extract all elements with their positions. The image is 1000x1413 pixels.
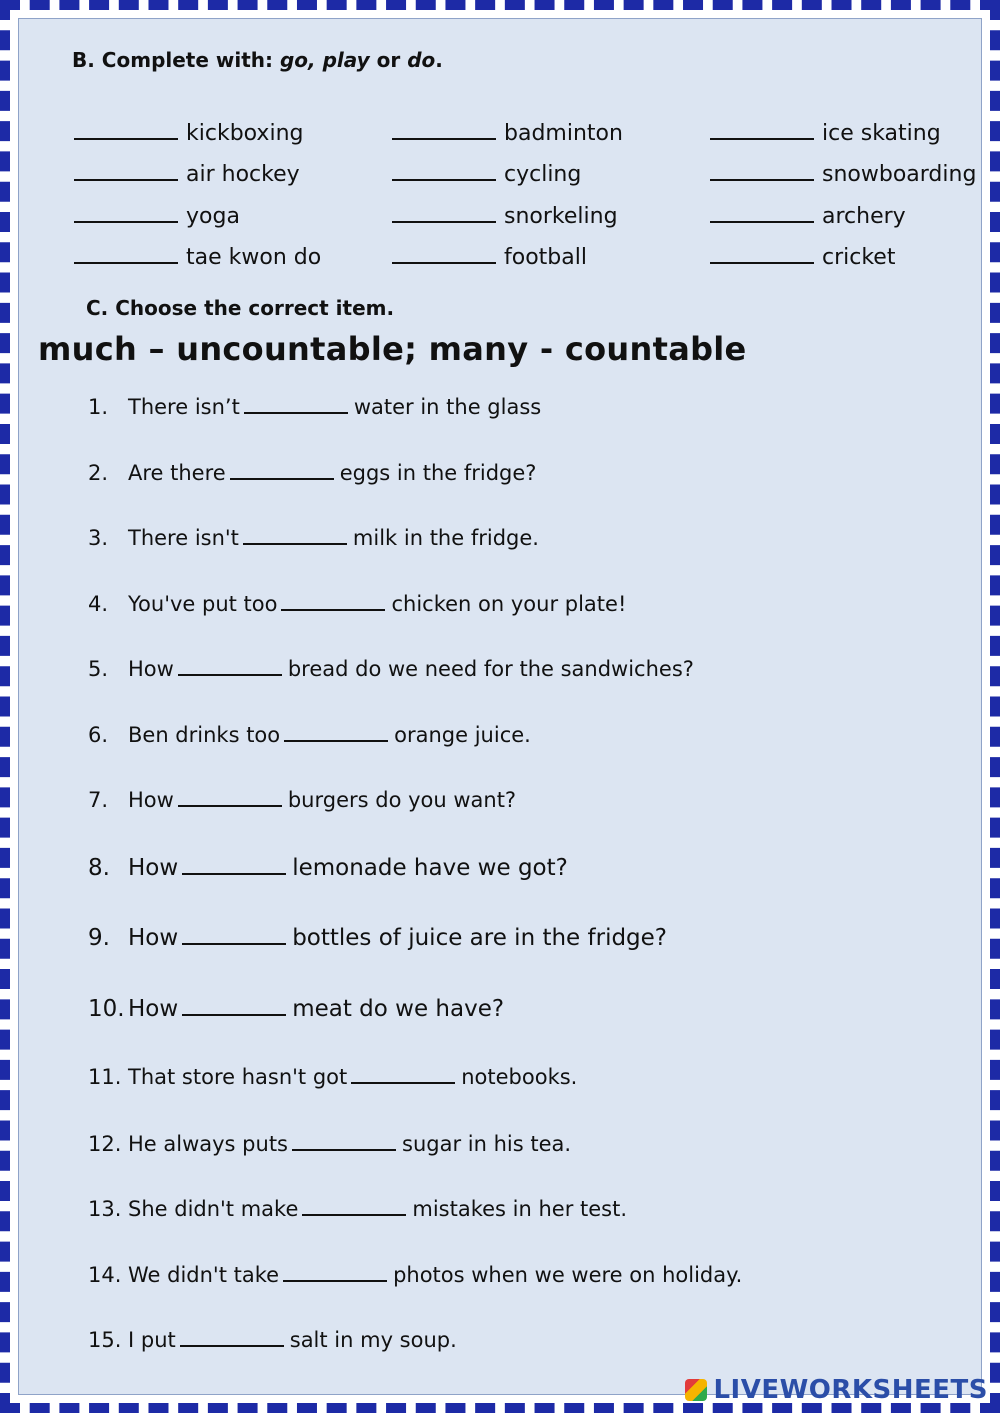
question-text-after: lemonade have we got? — [292, 855, 568, 881]
activity-label: ice skating — [822, 121, 941, 146]
question-text-before: We didn't take — [128, 1263, 280, 1287]
question-number: 1. — [88, 395, 109, 419]
answer-blank[interactable] — [710, 203, 814, 223]
question-number: 11. — [88, 1065, 122, 1089]
question-row — [88, 1262, 742, 1287]
question-row — [88, 925, 667, 951]
question-number: 12. — [88, 1132, 122, 1156]
question-text-before: You've put too — [128, 592, 278, 616]
question-number: 13. — [88, 1197, 122, 1221]
activity-label: archery — [822, 204, 906, 229]
question-number: 15. — [88, 1328, 122, 1352]
question-row — [88, 525, 539, 550]
activity-item — [74, 244, 321, 270]
answer-blank[interactable] — [284, 722, 388, 742]
question-text-before: He always puts — [128, 1132, 288, 1156]
activity-item — [74, 120, 303, 146]
question-text-before: How — [128, 788, 174, 812]
answer-blank[interactable] — [182, 996, 286, 1016]
question-text-before: How — [128, 855, 179, 881]
activity-label: air hockey — [186, 162, 300, 187]
answer-blank[interactable] — [392, 203, 496, 223]
activity-label: kickboxing — [186, 121, 304, 146]
answer-blank[interactable] — [351, 1064, 455, 1084]
answer-blank[interactable] — [74, 120, 178, 140]
question-text-after: eggs in the fridge? — [339, 461, 537, 485]
question-row — [88, 855, 568, 881]
question-text-after: photos when we were on holiday. — [393, 1263, 743, 1287]
activity-item — [710, 161, 976, 187]
activity-item — [392, 203, 618, 229]
question-text-after: salt in my soup. — [289, 1328, 457, 1352]
question-text-after: meat do we have? — [292, 996, 505, 1022]
question-row — [88, 460, 536, 485]
section-b-title: B. Complete with: go, play or do. — [72, 48, 443, 72]
activity-item — [74, 161, 300, 187]
activity-label: tae kwon do — [186, 245, 322, 270]
activity-item — [710, 203, 906, 229]
activity-label: cycling — [504, 162, 582, 187]
activity-label: yoga — [186, 204, 240, 229]
activity-label: football — [504, 245, 587, 270]
question-row — [88, 656, 694, 681]
question-text-after: chicken on your plate! — [391, 592, 627, 616]
question-text-after: bottles of juice are in the fridge? — [292, 925, 668, 951]
activity-label: snowboarding — [822, 162, 977, 187]
answer-blank[interactable] — [180, 1327, 284, 1347]
question-row — [88, 1064, 577, 1089]
answer-blank[interactable] — [302, 1196, 406, 1216]
answer-blank[interactable] — [281, 591, 385, 611]
question-number: 10. — [88, 996, 125, 1022]
answer-blank[interactable] — [74, 161, 178, 181]
question-row — [88, 1196, 627, 1221]
question-number: 5. — [88, 657, 109, 681]
question-text-after: mistakes in her test. — [412, 1197, 628, 1221]
liveworksheets-logo-icon — [685, 1379, 707, 1401]
question-number: 2. — [88, 461, 109, 485]
activity-item — [392, 244, 587, 270]
answer-blank[interactable] — [283, 1262, 387, 1282]
answer-blank[interactable] — [392, 244, 496, 264]
question-text-before: There isn't — [128, 526, 239, 550]
answer-blank[interactable] — [392, 120, 496, 140]
question-number: 7. — [88, 788, 109, 812]
activity-label: badminton — [504, 121, 623, 146]
question-text-before: That store hasn't got — [128, 1065, 348, 1089]
question-text-before: How — [128, 657, 174, 681]
question-text-before: Ben drinks too — [128, 723, 281, 747]
question-number: 14. — [88, 1263, 122, 1287]
answer-blank[interactable] — [243, 525, 347, 545]
options-go-play: go, play — [279, 48, 370, 72]
answer-blank[interactable] — [74, 244, 178, 264]
activity-label: cricket — [822, 245, 896, 270]
answer-blank[interactable] — [392, 161, 496, 181]
question-text-after: water in the glass — [353, 395, 542, 419]
answer-blank[interactable] — [710, 161, 814, 181]
question-text-after: orange juice. — [394, 723, 531, 747]
rule-heading: much – uncountable; many - countable — [38, 330, 747, 368]
activity-item — [392, 161, 581, 187]
question-row — [88, 394, 541, 419]
section-c-title: C. Choose the correct item. — [86, 296, 395, 320]
answer-blank[interactable] — [710, 244, 814, 264]
answer-blank[interactable] — [178, 787, 282, 807]
answer-blank[interactable] — [74, 203, 178, 223]
question-row — [88, 1327, 457, 1352]
question-text-before: There isn’t — [128, 395, 240, 419]
activity-item — [710, 120, 941, 146]
question-text-before: Are there — [128, 461, 226, 485]
watermark: LIVEWORKSHEETS — [685, 1375, 988, 1405]
answer-blank[interactable] — [710, 120, 814, 140]
question-text-after: milk in the fridge. — [352, 526, 539, 550]
activity-item — [74, 203, 240, 229]
answer-blank[interactable] — [292, 1131, 396, 1151]
question-number: 3. — [88, 526, 109, 550]
answer-blank[interactable] — [178, 656, 282, 676]
activity-label: snorkeling — [504, 204, 618, 229]
question-text-before: How — [128, 996, 179, 1022]
question-text-before: She didn't make — [128, 1197, 299, 1221]
activity-item — [710, 244, 895, 270]
question-number: 8. — [88, 855, 110, 881]
question-row — [88, 996, 504, 1022]
answer-blank[interactable] — [182, 925, 286, 945]
answer-blank[interactable] — [244, 394, 348, 414]
answer-blank[interactable] — [182, 855, 286, 875]
question-text-before: I put — [128, 1328, 176, 1352]
question-text-after: notebooks. — [461, 1065, 578, 1089]
option-do: do — [407, 48, 436, 72]
question-row — [88, 787, 516, 812]
question-text-before: How — [128, 925, 179, 951]
question-number: 4. — [88, 592, 109, 616]
answer-blank[interactable] — [230, 460, 334, 480]
question-row — [88, 591, 626, 616]
question-text-after: bread do we need for the sandwiches? — [287, 657, 694, 681]
question-row — [88, 1131, 571, 1156]
question-row — [88, 722, 531, 747]
activity-item — [392, 120, 623, 146]
question-text-after: burgers do you want? — [287, 788, 517, 812]
question-number: 6. — [88, 723, 109, 747]
question-text-after: sugar in his tea. — [402, 1132, 572, 1156]
question-number: 9. — [88, 925, 110, 951]
